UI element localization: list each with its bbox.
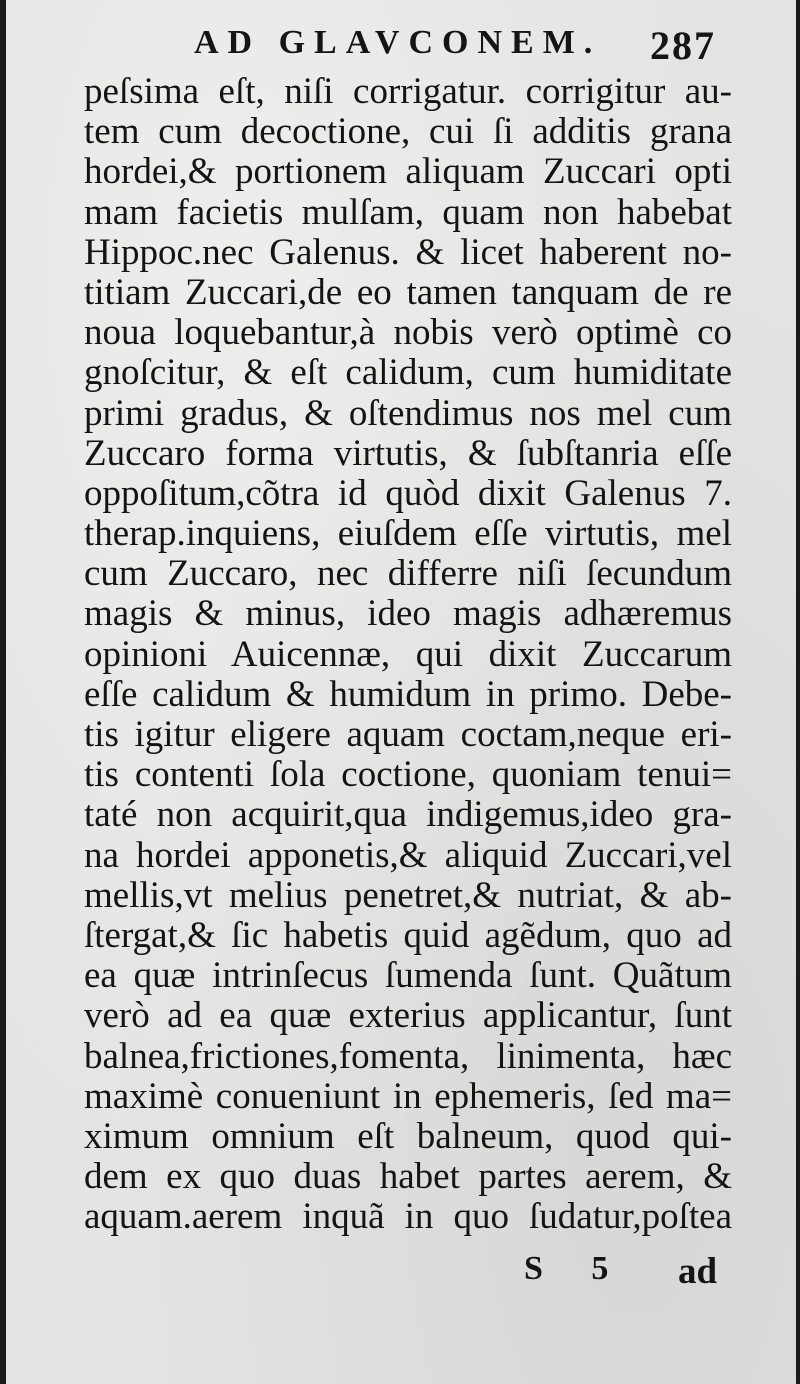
signature-mark: S 5 [524, 1250, 629, 1287]
text-line: ſtergat,& ſic habetis quid agẽdum, quo ad [84, 914, 732, 956]
text-line: titiam Zuccari,de eo tamen tanquam de re [84, 271, 732, 313]
text-line: therap.inquiens, eiuſdem eſſe virtutis, mel [84, 513, 732, 555]
text-line: maximè conueniunt in ephemeris, ſed ma= [84, 1075, 732, 1117]
text-line: mam facietis mulſam, quam non habebat [84, 191, 732, 233]
page-footer [6, 1250, 796, 1300]
text-line: verò ad ea quæ exterius applicantur, ſunt [84, 995, 732, 1037]
text-line: Zuccaro forma virtutis, & ſubſtanria eſſe [84, 432, 732, 474]
text-line: ximum omnium eſt balneum, quod qui- [84, 1115, 732, 1157]
page-number: 287 [650, 23, 716, 68]
page-header [6, 20, 796, 70]
text-line: tis igitur eligere aquam coctam,neque eri- [84, 714, 732, 755]
running-head: AD GLAVCONEM. [194, 24, 602, 61]
text-line: ea quæ intrinſecus ſumenda ſunt. Quãtum [84, 955, 732, 997]
text-line: Hippoc.nec Galenus. & licet haberent no- [84, 231, 732, 273]
body-text [84, 72, 732, 1237]
text-line: oppoſitum,cõtra id quòd dixit Galenus 7. [84, 472, 732, 514]
text-line: hordei,& portionem aliquam Zuccari opti [84, 151, 732, 193]
text-line: opinioni Auicennæ, qui dixit Zuccarum [84, 633, 732, 675]
text-line: gnoſcitur, & eſt calidum, cum humiditate [84, 352, 732, 394]
text-line: mellis,vt melius penetret,& nutriat, & ab- [84, 874, 732, 916]
text-line: aquam.aerem inquã in quo ſudatur,poſtea [84, 1196, 732, 1238]
text-line: peſsima eſt, niſi corrigatur. corrigitur au- [84, 71, 732, 112]
text-line: na hordei apponetis,& aliquid Zuccari,vel [84, 834, 732, 876]
catchword: ad [678, 1251, 718, 1292]
text-line: magis & minus, ideo magis adhæremus [84, 593, 732, 635]
text-line: tis contenti ſola coctione, quoniam tenui= [84, 754, 732, 796]
text-line: balnea,frictiones,fomenta, linimenta, hæc [84, 1035, 732, 1077]
text-line: eſſe calidum & humidum in primo. Debe- [84, 673, 732, 715]
text-line: taté non acquirit,qua indigemus,ideo gra- [84, 794, 732, 836]
book-page [6, 0, 796, 1384]
text-line: cum Zuccaro, nec differre niſi ſecundum [84, 553, 732, 595]
text-line: dem ex quo duas habet partes aerem, & [84, 1156, 732, 1198]
text-line: noua loquebantur,à nobis verò optimè co [84, 312, 732, 354]
text-line: tem cum decoctione, cui ſi additis grana [84, 111, 732, 153]
text-line: primi gradus, & oſtendimus nos mel cum [84, 392, 732, 434]
